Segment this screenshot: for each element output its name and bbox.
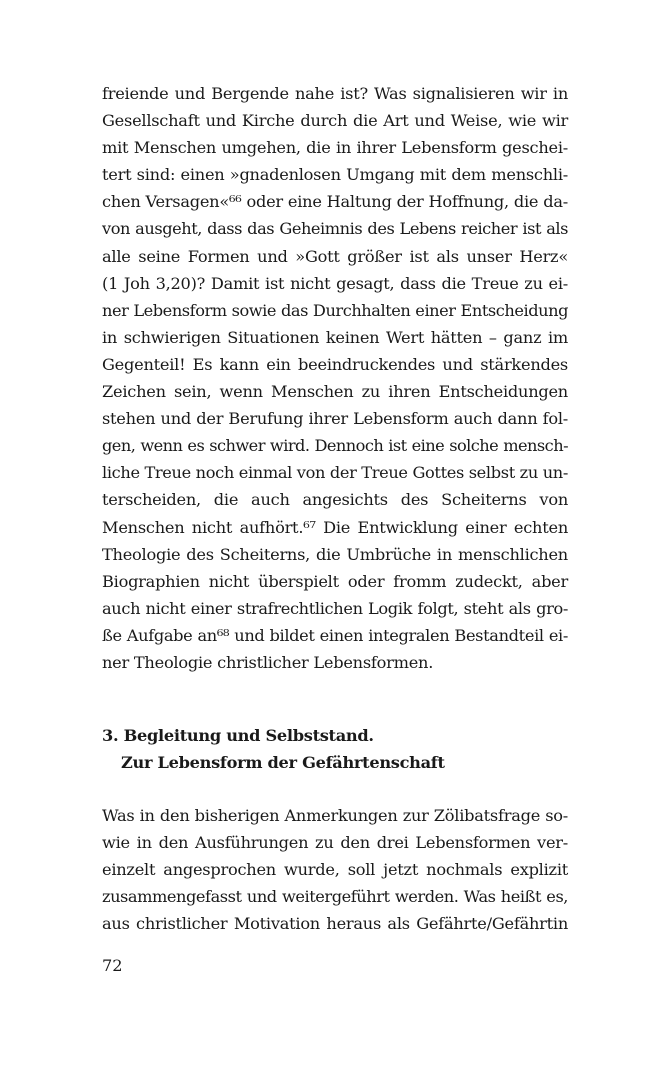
text-line: auch nicht einer strafrechtlichen Logik folgt, steht als gro- <box>102 598 568 618</box>
text-line: freiende und Bergende nahe ist? Was signalisieren wir in <box>102 84 568 103</box>
text-line: Was in den bisherigen Anmerkungen zur Zölibatsfrage so- <box>102 806 568 825</box>
text-line: mit Menschen umgehen, die in ihrer Lebensform geschei- <box>102 138 568 158</box>
text-line: Gegenteil! Es kann ein beeindruckendes und stärkendes <box>102 354 568 374</box>
text-line: Menschen nicht aufhört.⁶⁷ Die Entwicklung einer echten <box>102 517 568 537</box>
section-heading-subtitle: Zur Lebensform der Gefährtenschaft <box>121 753 445 773</box>
text-line: wie in den Ausführungen zu den drei Lebensformen ver- <box>102 833 568 853</box>
text-line: alle seine Formen und »Gott größer ist als unser Herz« <box>102 246 568 266</box>
text-line: einzelt angesprochen wurde, soll jetzt nochmals explizit <box>102 860 568 880</box>
text-line: (1 Joh 3,20)? Damit ist nicht gesagt, dass die Treue zu ei- <box>102 273 568 293</box>
section-heading <box>102 722 568 776</box>
text-line: Theologie des Scheiterns, die Umbrüche in menschlichen <box>102 544 568 564</box>
text-line: Biographien nicht überspielt oder fromm zudeckt, aber <box>102 571 568 591</box>
text-line: ner Theologie christlicher Lebensformen. <box>102 652 434 672</box>
text-line: stehen und der Berufung ihrer Lebensform auch dann fol- <box>102 409 568 429</box>
text-line: in schwierigen Situationen keinen Wert hätten – ganz im <box>102 327 568 347</box>
text-line: gen, wenn es schwer wird. Dennoch ist eine solche mensch- <box>102 436 568 456</box>
text-line: von ausgeht, dass das Geheimnis des Lebens reicher ist als <box>102 219 568 239</box>
text-line: liche Treue noch einmal von der Treue Gottes selbst zu un- <box>102 463 568 483</box>
text-line: aus christlicher Motivation heraus als Gefährte/Gefährtin <box>102 914 568 934</box>
paragraph-1 <box>102 80 568 676</box>
text-line: terscheiden, die auch angesichts des Scheiterns von <box>102 490 568 510</box>
paragraph-2 <box>102 802 568 937</box>
text-line: Gesellschaft und Kirche durch die Art und Weise, wie wir <box>102 111 568 131</box>
text-line: ße Aufgabe an⁶⁸ und bildet einen integralen Bestandteil ei- <box>102 625 568 645</box>
text-line: ner Lebensform sowie das Durchhalten einer Entscheidung <box>102 300 568 320</box>
text-line: tert sind: einen »gnadenlosen Umgang mit dem menschli- <box>102 165 568 185</box>
page-number: 72 <box>102 956 123 975</box>
text-line: chen Versagen«⁶⁶ oder eine Haltung der Hoffnung, die da- <box>102 192 568 212</box>
text-line: Zeichen sein, wenn Menschen zu ihren Entscheidungen <box>102 382 568 402</box>
text-line: zusammengefasst und weitergeführt werden. Was heißt es, <box>102 887 568 907</box>
section-heading-title: 3. Begleitung und Selbststand. <box>102 726 374 745</box>
